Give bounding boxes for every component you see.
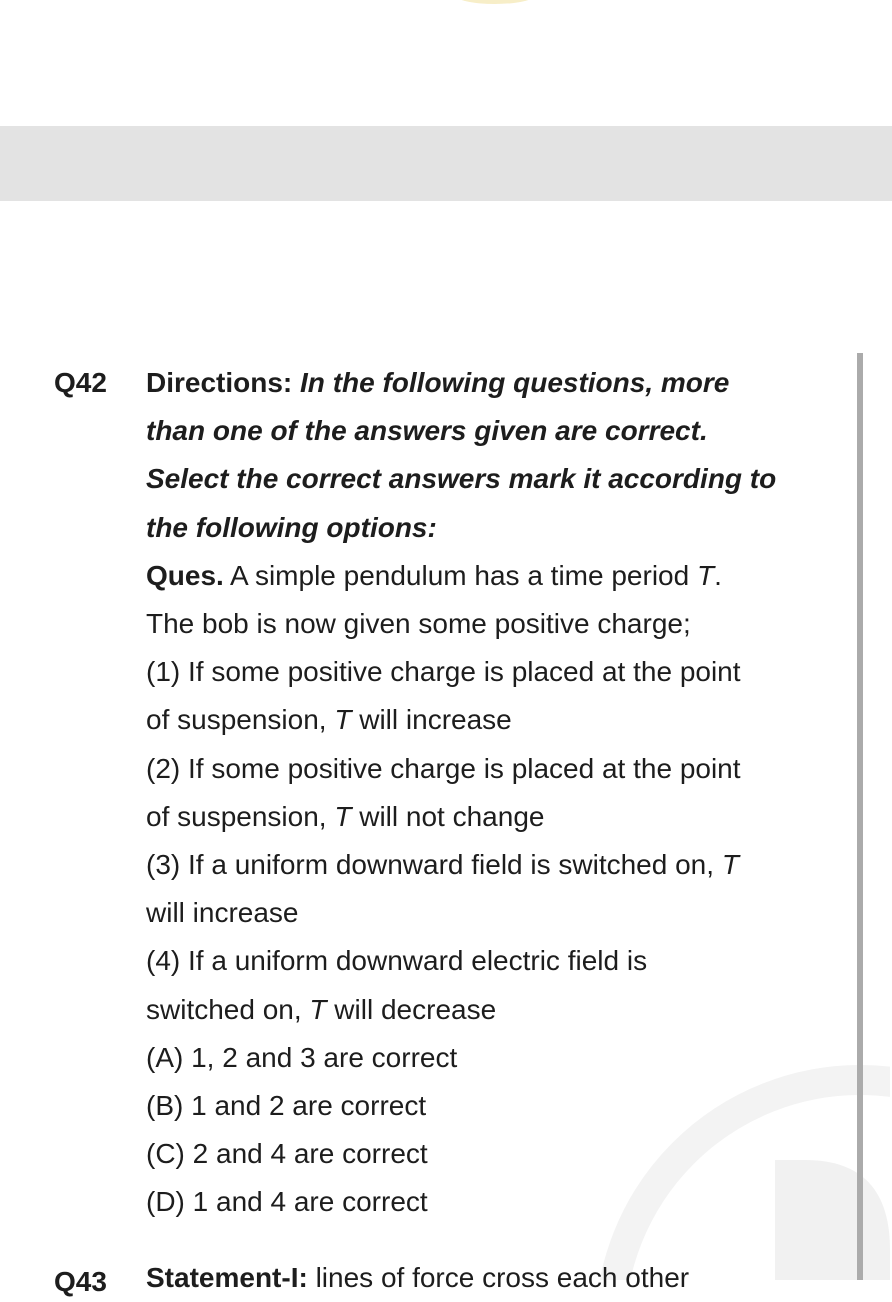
directions-line-2: than one of the answers given are correct. — [146, 415, 708, 447]
statement-1-line-1: (1) If some positive charge is placed at the point — [146, 656, 741, 688]
next-question-number: Q43 — [54, 1266, 107, 1297]
directions-line-4: the following options: — [146, 511, 437, 543]
next-question-text: Statement-I: lines of force cross each other — [146, 1262, 690, 1293]
directions-line-3: Select the correct answers mark it according to — [146, 463, 777, 495]
top-decoration — [455, 0, 535, 4]
header-band — [0, 126, 892, 201]
statement-4-line-2: switched on, T will decrease — [146, 993, 497, 1025]
statement-3-line-1: (3) If a uniform downward field is switched on, T — [146, 849, 739, 881]
variable-t: T — [334, 704, 352, 736]
directions-label: Directions: — [146, 367, 293, 398]
statement-3-line-2: will increase — [146, 897, 299, 929]
variable-t: T — [721, 849, 739, 881]
variable-t: T — [696, 559, 715, 591]
option-a[interactable]: (A) 1, 2 and 3 are correct — [146, 1041, 458, 1073]
question-stem-line-2: The bob is now given some positive charge; — [146, 608, 691, 640]
statement-label: Statement-I: — [146, 1262, 308, 1293]
option-b[interactable]: (B) 1 and 2 are correct — [146, 1090, 427, 1122]
statement-4-line-1: (4) If a uniform downward electric field is — [146, 945, 648, 977]
directions-line-1: Directions: In the following questions, more — [146, 367, 730, 398]
question-number: Q42 — [54, 367, 107, 398]
option-c[interactable]: (C) 2 and 4 are correct — [146, 1138, 428, 1170]
question-stem-line-1: Ques. A simple pendulum has a time period T. — [146, 559, 722, 591]
statement-1-line-2: of suspension, T will increase — [146, 704, 512, 736]
ques-label: Ques. — [146, 559, 224, 591]
variable-t: T — [334, 800, 352, 832]
option-d[interactable]: (D) 1 and 4 are correct — [146, 1186, 428, 1218]
variable-t: T — [309, 993, 327, 1025]
statement-2-line-1: (2) If some positive charge is placed at the point — [146, 752, 741, 784]
statement-2-line-2: of suspension, T will not change — [146, 800, 545, 832]
question-body — [146, 359, 836, 1227]
page-margin-rule — [857, 353, 863, 1280]
